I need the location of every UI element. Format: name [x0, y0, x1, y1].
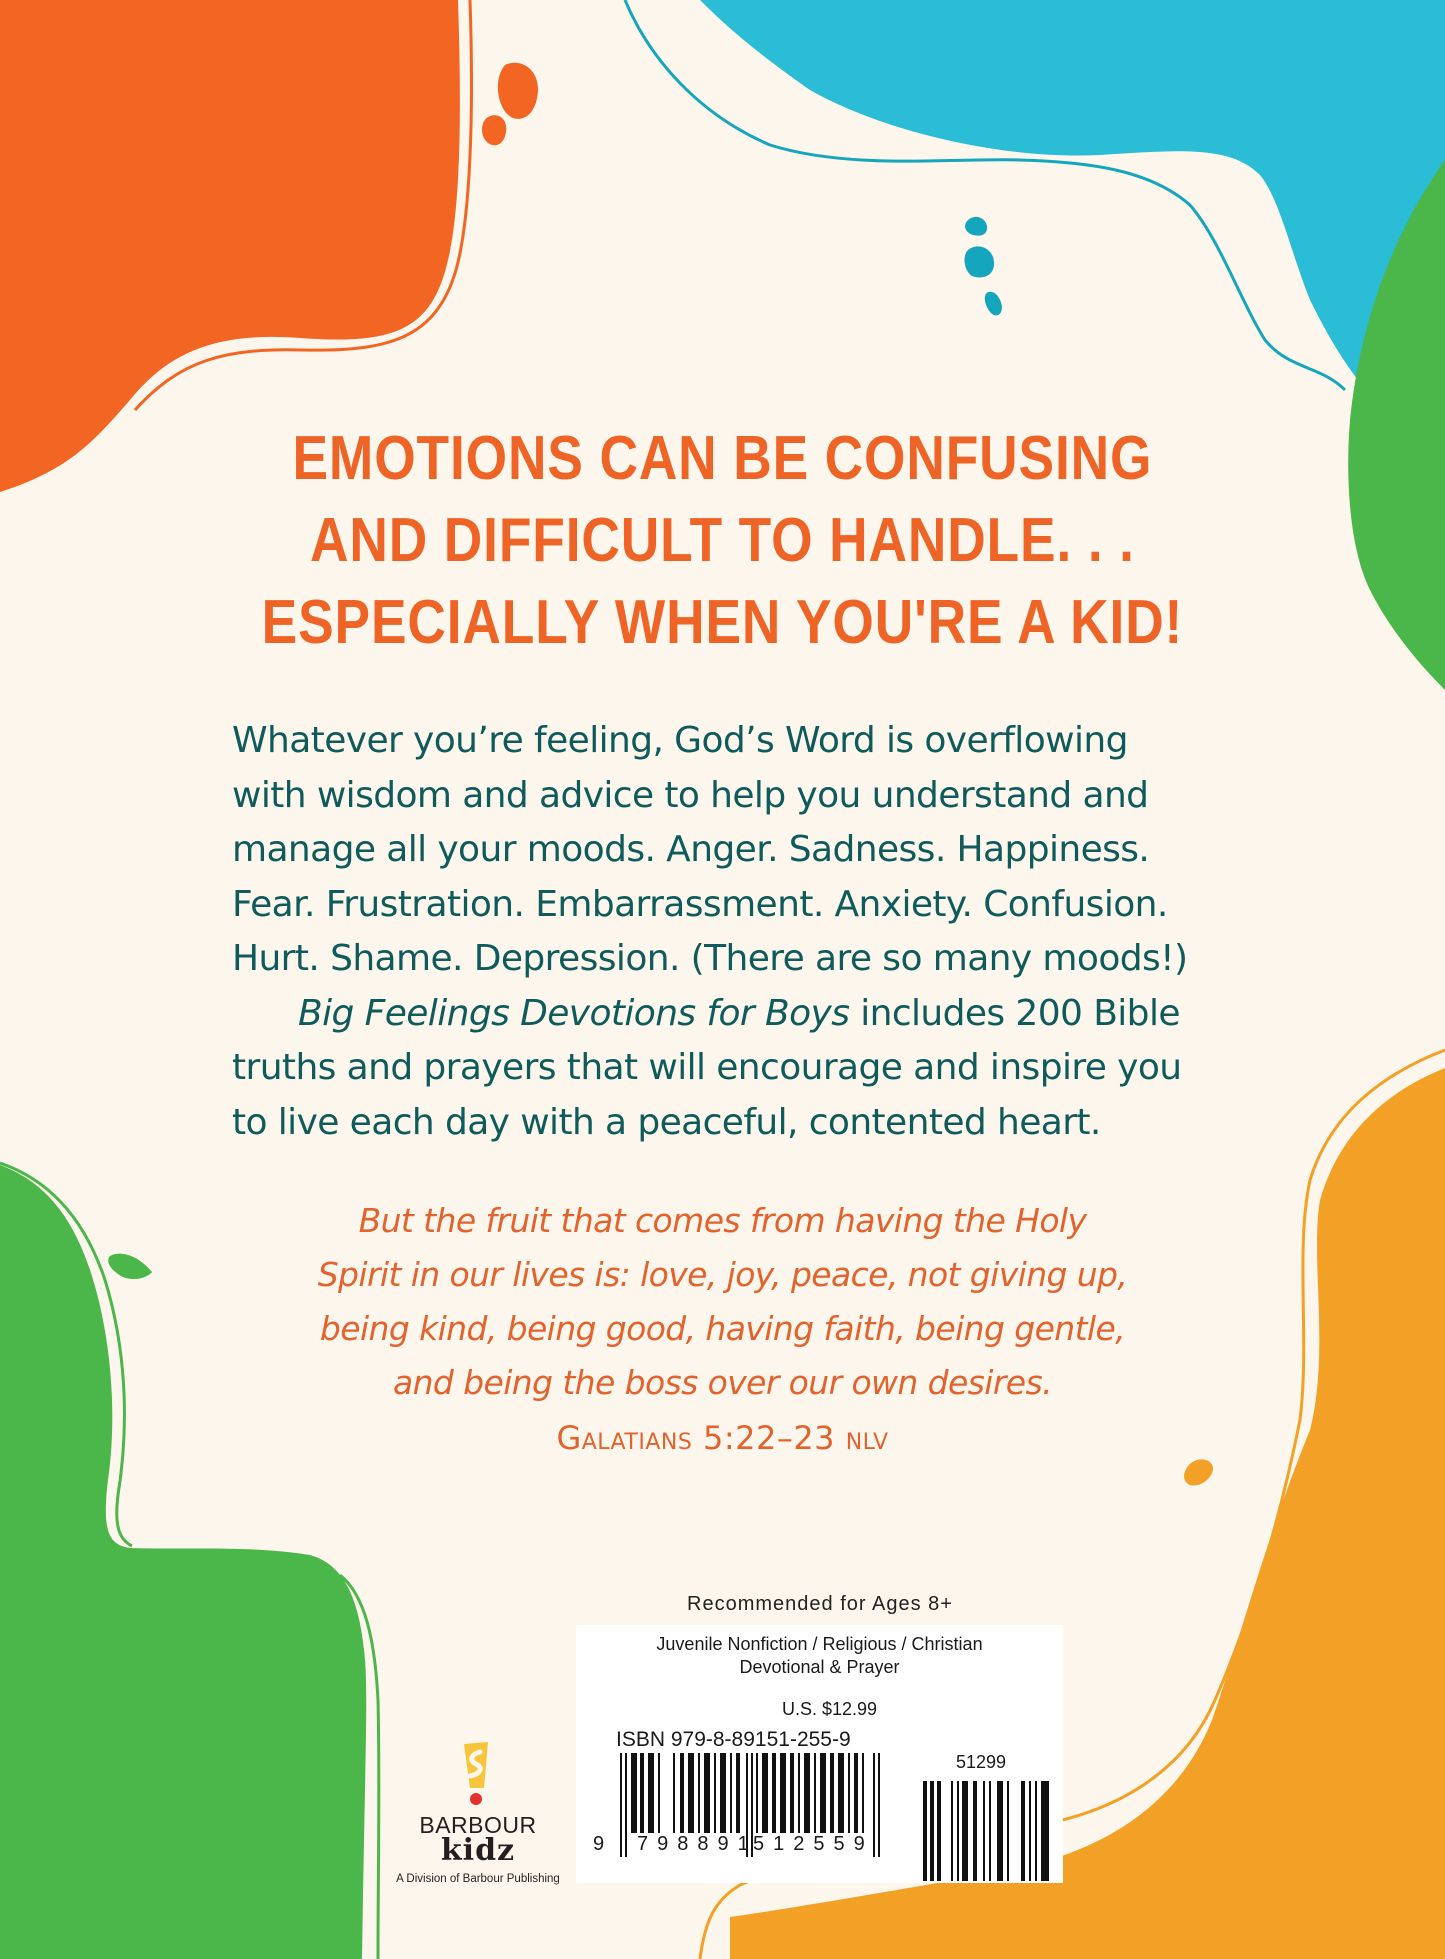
price-addon-code: 51299: [956, 1752, 1007, 1772]
ean-left-group: 798891: [637, 1833, 758, 1855]
book-description: [232, 714, 1212, 1150]
yellow-orange-dot: [1184, 1459, 1213, 1485]
headline: [101, 418, 1344, 664]
blue-dot-1: [965, 217, 987, 236]
description-line-4: Fear. Frustration. Embarrassment. Anxiety. Confusion.: [232, 883, 1168, 925]
description-line-8: to live each day with a peaceful, contented heart.: [232, 1101, 1101, 1143]
scripture-reference: Galatians 5:22–23 nlv: [556, 1419, 889, 1457]
scripture-line-1: But the fruit that comes from having the Holy: [358, 1201, 1087, 1240]
headline-line-2: AND DIFFICULT TO HANDLE. . .: [310, 506, 1135, 575]
bisac-category: [576, 1633, 1063, 1679]
blue-blob: [625, 0, 1445, 395]
headline-line-1: EMOTIONS CAN BE CONFUSING: [292, 424, 1153, 493]
description-line-7: truths and prayers that will encourage and inspire you: [232, 1047, 1182, 1088]
isbn: ISBN 979-8-89151-255-9: [616, 1728, 851, 1751]
description-line-3: manage all your moods. Anger. Sadness. Happiness.: [232, 829, 1150, 870]
addon-barcode-icon: [923, 1781, 1053, 1885]
barcode-label: [576, 1625, 1063, 1883]
description-line-6-rest: includes 200 Bible: [849, 992, 1180, 1034]
headline-line-3: ESPECIALLY WHEN YOU'RE A KID!: [261, 588, 1184, 657]
book-title: Big Feelings Devotions for Boys: [298, 992, 850, 1034]
publisher-name: BARBOUR: [419, 1812, 537, 1838]
exclamation-mark-icon: [456, 1742, 496, 1808]
age-recommendation: Recommended for Ages 8+: [687, 1593, 953, 1615]
description-line-5: Hurt. Shame. Depression. (There are so many moods!): [232, 938, 1188, 979]
description-line-1: Whatever you’re feeling, God’s Word is overflowing: [232, 720, 1128, 761]
category-line-2: Devotional & Prayer: [739, 1657, 900, 1677]
ean-right-group: 512559: [753, 1833, 874, 1855]
ean-digits: [593, 1830, 893, 1860]
paragraph-indent: [232, 987, 298, 1042]
scripture-line-2: Spirit in our lives is: love, joy, peace, not giving up,: [317, 1255, 1128, 1294]
ean-first-digit: 9: [593, 1833, 614, 1855]
orange-dot-small: [482, 115, 506, 145]
publisher-logo: [380, 1742, 580, 1902]
scripture-quote: [0, 1194, 1445, 1410]
category-line-1: Juvenile Nonfiction / Religious / Christian: [656, 1634, 983, 1654]
scripture-line-4: and being the boss over our own desires.: [393, 1363, 1052, 1402]
blue-dot-2: [965, 246, 995, 277]
price: U.S. $12.99: [781, 1699, 878, 1719]
description-line-6: [232, 987, 1212, 1042]
orange-dot-large: [498, 63, 538, 119]
scripture-line-3: being kind, being good, having faith, being gentle,: [319, 1309, 1126, 1348]
description-line-2: with wisdom and advice to help you understand and: [232, 774, 1149, 816]
blue-dot-3: [985, 292, 1002, 316]
publisher-tagline: A Division of Barbour Publishing: [396, 1873, 560, 1885]
imprint-name: kidz: [440, 1833, 516, 1868]
